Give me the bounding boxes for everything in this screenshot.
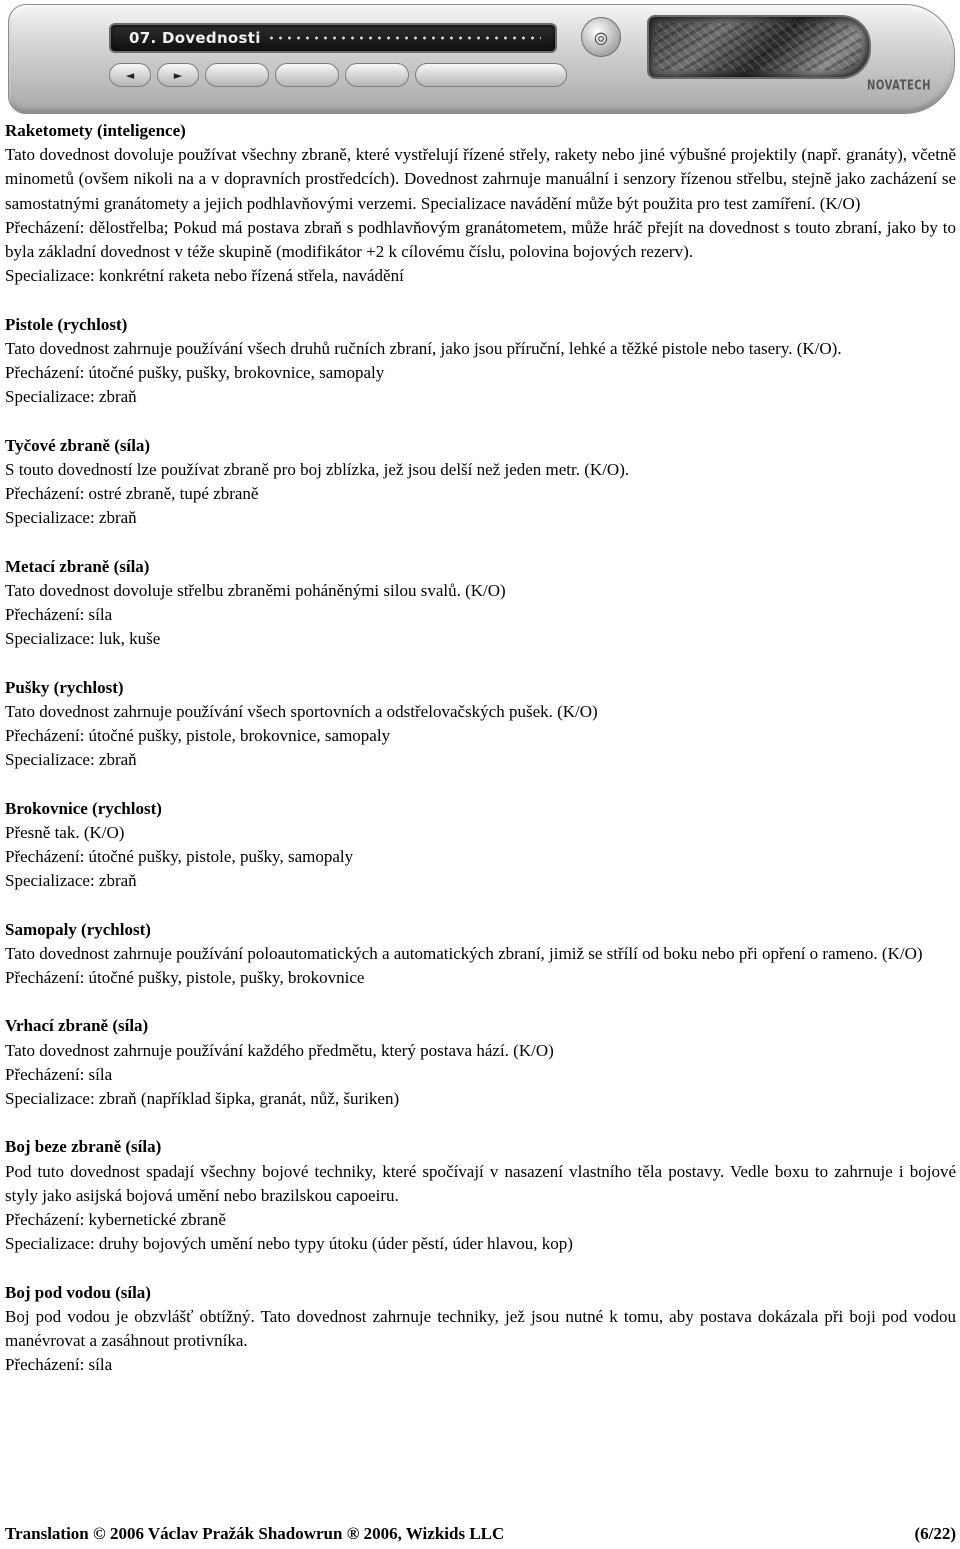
skill-heading: Vrhací zbraně (síla)	[5, 1016, 149, 1036]
title-dots-decoration	[267, 36, 541, 40]
brand-logo: NOVATECH	[867, 79, 931, 94]
skill-heading: Boj beze zbraně (síla)	[5, 1137, 162, 1157]
skill-paragraph: Přecházení: útočné pušky, pistole, pušky, brokovnice	[5, 968, 365, 988]
skill-section	[5, 1014, 956, 1111]
skill-section	[5, 797, 956, 894]
skill-heading: Raketomety (inteligence)	[5, 121, 186, 140]
skill-paragraph: Přecházení: útočné pušky, pistole, pušky, samopaly	[5, 847, 354, 867]
page-number: (6/22)	[914, 1524, 956, 1543]
display-screen	[647, 15, 871, 79]
skill-paragraph: Specializace: luk, kuše	[5, 629, 161, 649]
skill-paragraph: Tato dovednost zahrnuje používání všech druhů ručních zbraní, jako jsou příruční, lehké a těžké pistole nebo tasery. (K/O).	[5, 338, 842, 358]
skill-paragraph: Specializace: zbraň	[5, 871, 137, 891]
page-footer	[5, 1522, 956, 1546]
skill-section	[5, 1135, 956, 1256]
skill-paragraph: Tato dovednost zahrnuje používání každého předmětu, který postava hází. (K/O)	[5, 1040, 554, 1060]
skill-heading: Brokovnice (rychlost)	[5, 798, 162, 818]
skill-paragraph: Pod tuto dovednost spadají všechny bojové techniky, které spočívají v nasazení vlastního těla postavy. Vedle boxu to zahrnuje i bojové styly jako asijská bojová umění nebo brazilskou capoeiru.	[5, 1161, 956, 1205]
page-header	[0, 0, 960, 118]
skill-paragraph: Specializace: konkrétní raketa nebo řízená střela, navádění	[5, 266, 404, 286]
control-button-3[interactable]	[205, 63, 269, 87]
skill-paragraph: Tato dovednost zahrnuje používání všech sportovních a odstřelovačských pušek. (K/O)	[5, 701, 598, 721]
footer-copyright: Translation © 2006 Václav Pražák Shadowrun ® 2006, Wizkids LLC	[5, 1524, 505, 1543]
skill-paragraph: Přesně tak. (K/O)	[5, 822, 125, 842]
skill-paragraph: Přecházení: útočné pušky, pistole, brokovnice, samopaly	[5, 726, 391, 746]
skill-paragraph: Tato dovednost zahrnuje používání poloautomatických a automatických zbraní, jimiž se střílí od boku nebo při opření o rameno. (K/O)	[5, 943, 923, 963]
skill-section	[5, 434, 956, 531]
control-button-6[interactable]	[415, 63, 567, 87]
skill-heading: Samopaly (rychlost)	[5, 919, 151, 939]
skill-section	[5, 676, 956, 773]
skill-heading: Tyčové zbraně (síla)	[5, 435, 151, 455]
skill-paragraph: Přecházení: kybernetické zbraně	[5, 1210, 226, 1230]
control-button-4[interactable]	[275, 63, 339, 87]
skill-heading: Pistole (rychlost)	[5, 314, 128, 334]
skill-heading: Boj pod vodou (síla)	[5, 1282, 151, 1302]
skill-paragraph: Přecházení: síla	[5, 1064, 113, 1084]
skill-paragraph: Přecházení: ostré zbraně, tupé zbraně	[5, 484, 259, 504]
skill-paragraph: Specializace: zbraň	[5, 750, 137, 770]
skill-heading: Metací zbraně (síla)	[5, 556, 150, 576]
chapter-title: 07. Dovednosti	[129, 29, 261, 47]
skill-paragraph: Přecházení: dělostřelba; Pokud má postava zbraň s podhlavňovým granátometem, může hráč přejít na dovednost s touto zbraní, jako by to byla základní dovednost v téže skupině (modifikátor +2 k cílovému číslu, polovina bojových rezerv).	[5, 217, 956, 262]
skill-paragraph: Tato dovednost dovoluje střelbu zbraněmi poháněnými silou svalů. (K/O)	[5, 580, 506, 600]
skill-section	[5, 313, 956, 410]
skill-paragraph: Specializace: zbraň	[5, 508, 137, 528]
skill-paragraph: Přecházení: síla	[5, 605, 113, 625]
forward-button[interactable]: ►	[157, 63, 199, 87]
player-controls	[109, 63, 567, 89]
skill-paragraph: S touto dovedností lze používat zbraně pro boj zblízka, jež jsou delší než jeden metr. (K/O).	[5, 459, 630, 479]
skill-paragraph: Specializace: zbraň (například šipka, granát, nůž, šuriken)	[5, 1089, 400, 1109]
skill-section	[5, 119, 956, 288]
header-panel	[8, 4, 955, 114]
skill-paragraph: Specializace: druhy bojových umění nebo typy útoku (úder pěstí, úder hlavou, kop)	[5, 1234, 573, 1254]
round-button-icon[interactable]: ◎	[581, 17, 621, 57]
skill-heading: Pušky (rychlost)	[5, 677, 124, 697]
skill-paragraph: Specializace: zbraň	[5, 387, 137, 407]
skill-paragraph: Přecházení: síla	[5, 1355, 113, 1375]
control-button-5[interactable]	[345, 63, 409, 87]
document-body	[5, 119, 956, 1377]
chapter-title-bar	[109, 23, 557, 53]
skill-section	[5, 918, 956, 991]
skill-section	[5, 1281, 956, 1378]
skill-section	[5, 555, 956, 652]
skill-paragraph: Tato dovednost dovoluje používat všechny zbraně, které vystřelují řízené střely, rakety nebo jiné výbušné projektily (např. granáty), včetně minometů (ovšem nikoli na a v dopravních prostředcích). Dovednost zahrnuje manuální i senzory řízenou střelbu, stejně jako zacházení se samostatnými granátomety a jejich podhlavňovými verzemi. Specializace navádění může být použita pro test zamíření. (K/O)	[5, 145, 956, 213]
skill-paragraph: Boj pod vodou je obzvlášť obtížný. Tato dovednost zahrnuje techniky, jež jsou nutné k tomu, aby postava dokázala při boji pod vodou manévrovat a zasáhnout protivníka.	[5, 1306, 956, 1351]
rewind-button[interactable]: ◄	[109, 63, 151, 87]
skill-paragraph: Přecházení: útočné pušky, pušky, brokovnice, samopaly	[5, 363, 385, 383]
